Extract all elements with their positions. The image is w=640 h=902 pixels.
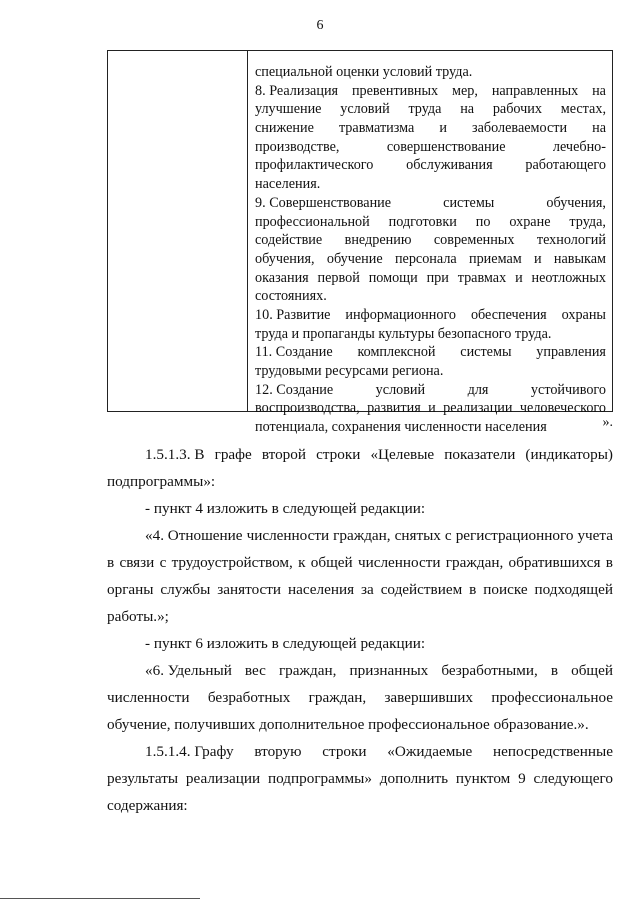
program-table — [107, 50, 613, 436]
word: трудовыми ресурсами региона. — [255, 363, 444, 379]
word: в — [107, 554, 115, 571]
word: на — [460, 101, 475, 118]
word: воспроизводства, — [255, 400, 360, 417]
word: «6. Удельный — [145, 662, 232, 679]
word: вес — [244, 662, 266, 679]
word: персонала — [394, 250, 457, 267]
table-cell-line — [255, 250, 606, 269]
word: устойчивого — [530, 381, 606, 398]
word: профессиональной — [255, 213, 370, 230]
word: населения — [287, 581, 355, 598]
word: 1.5.1.3. В — [145, 446, 205, 463]
word: по — [475, 213, 491, 230]
word: внедрению — [344, 232, 412, 249]
word: технологий — [536, 232, 606, 249]
paragraph-4: - пункт 6 изложить в следующей редакции: — [145, 635, 426, 652]
table-cell-line — [255, 343, 606, 362]
word: численности — [107, 689, 190, 706]
word: направленных — [491, 82, 579, 99]
word: охраны — [561, 306, 606, 323]
page-number: 6 — [316, 18, 324, 33]
table-cell-line — [255, 82, 606, 101]
word: пунктом — [455, 770, 511, 787]
word: труда и пропаганды культуры безопасного труда. — [255, 325, 552, 342]
word: 11. Создание — [255, 344, 333, 361]
word: завершивших — [384, 689, 474, 706]
word: второй — [261, 446, 306, 463]
word: непосредственные — [493, 743, 613, 760]
paragraph-6-line-2 — [107, 770, 613, 788]
table-cell-line — [255, 287, 606, 306]
word: работающего — [525, 157, 606, 174]
word: обучение — [326, 250, 383, 267]
word: 9. Совершенствование — [255, 194, 392, 211]
word: развития — [367, 400, 421, 417]
word: профессиональное — [491, 689, 613, 706]
word: следующего — [533, 770, 613, 787]
table-cell-line — [255, 156, 606, 175]
word: подготовки — [388, 213, 457, 230]
word: за — [361, 581, 374, 598]
word: системы — [460, 344, 512, 361]
word: с — [444, 527, 452, 544]
word: производстве, — [255, 138, 340, 155]
word: 9 — [518, 770, 526, 787]
table-cell-line — [255, 325, 606, 344]
word: вторую — [254, 743, 302, 760]
paragraph-1-line-1 — [107, 446, 613, 464]
word: безработными, — [441, 662, 538, 679]
word: состояниях. — [255, 288, 327, 305]
word: заболеваемости — [472, 120, 568, 137]
word: при — [426, 269, 449, 286]
word: общей — [310, 554, 353, 571]
paragraph-1-line-2: подпрограммы»: — [107, 473, 216, 490]
word: граждан, — [308, 689, 367, 706]
table-cell-line — [255, 213, 606, 232]
word: рабочих — [492, 101, 542, 118]
word: снятых — [394, 527, 441, 544]
word: дополнить — [379, 770, 449, 787]
word: обучения, — [255, 250, 315, 267]
table-cell-line — [255, 381, 606, 400]
word: численности — [357, 554, 441, 571]
word: строки — [322, 743, 367, 760]
word: потенциала, сохранения численности населения — [255, 419, 547, 436]
word: информационного — [345, 306, 457, 323]
word: в — [469, 581, 477, 598]
word: граждан, — [278, 662, 337, 679]
word: общей — [571, 662, 613, 679]
word: на — [592, 82, 606, 99]
paragraph-6-line-1 — [107, 743, 613, 761]
word: численности — [246, 527, 330, 544]
word: для — [467, 381, 489, 398]
word: подпрограммы» — [268, 770, 372, 787]
word: строки — [316, 446, 361, 463]
word: условий — [375, 381, 426, 398]
paragraph-5-line-2 — [107, 689, 613, 707]
word: 1.5.1.4. Графу — [145, 743, 234, 760]
word: на — [592, 120, 606, 137]
word: населения. — [255, 176, 321, 193]
footer-rule — [0, 898, 200, 899]
word: снижение — [255, 120, 314, 137]
paragraph-3-line-2 — [107, 554, 613, 572]
word: помощи — [368, 269, 418, 286]
word: реализации — [185, 770, 261, 787]
word: улучшение — [255, 101, 322, 118]
word: в — [550, 662, 559, 679]
word: граждан, — [445, 554, 504, 571]
paragraph-2: - пункт 4 изложить в следующей редакции: — [145, 500, 426, 517]
table-cell-line — [255, 138, 606, 157]
word: специальной оценки условий труда. — [255, 64, 473, 80]
word: «Целевые — [370, 446, 435, 463]
word: связи — [119, 554, 155, 571]
word: навыкам — [553, 250, 606, 267]
paragraph-5-line-1 — [107, 662, 613, 680]
table-cell-line — [255, 175, 606, 194]
word: условий — [340, 101, 390, 118]
word: содействием — [380, 581, 463, 598]
word: регистрационного — [455, 527, 574, 544]
word: лечебно- — [552, 138, 606, 155]
word: занятости — [217, 581, 282, 598]
table-cell-line — [255, 231, 606, 250]
word: комплексной — [357, 344, 436, 361]
word: профилактического — [255, 157, 374, 174]
word: 8. Реализация — [255, 82, 339, 99]
word: с — [159, 554, 167, 571]
word: содействие — [255, 232, 323, 249]
word: системы — [443, 194, 495, 211]
word: превентивных — [351, 82, 439, 99]
word: результаты — [107, 770, 179, 787]
word: и — [515, 269, 523, 286]
word: труда, — [569, 213, 606, 230]
word: безработных — [207, 689, 291, 706]
word: 12. Создание — [255, 381, 334, 398]
word: графе — [214, 446, 252, 463]
word: «4. Отношение — [145, 527, 243, 544]
word: обучения, — [546, 194, 606, 211]
table-column-divider — [247, 51, 248, 411]
word: службы — [160, 581, 211, 598]
word: и — [439, 120, 447, 137]
word: (индикаторы) — [525, 446, 613, 463]
paragraph-3-line-1 — [107, 527, 613, 545]
word: 10. Развитие — [255, 306, 331, 323]
word: подходящей — [534, 581, 613, 598]
word: приемам — [469, 250, 522, 267]
word: в — [605, 554, 613, 571]
table-cell-line — [255, 119, 606, 138]
word: травмах — [457, 269, 507, 286]
word: трудоустройством, — [171, 554, 293, 571]
word: поиске — [483, 581, 528, 598]
word: охране — [509, 213, 551, 230]
word: первой — [317, 269, 360, 286]
word: показатели — [444, 446, 516, 463]
table-cell-line — [255, 362, 606, 381]
table-cell-line — [255, 63, 606, 82]
table-cell-line — [255, 194, 606, 213]
paragraph-3-line-3 — [107, 581, 613, 599]
word: мер, — [452, 82, 478, 99]
table-cell-line — [255, 100, 606, 119]
word: обеспечения — [470, 306, 547, 323]
paragraph-5-line-3: обучение, получивших дополнительное профессиональное образование.». — [107, 716, 589, 733]
word: реализации — [443, 400, 513, 417]
word: к — [298, 554, 306, 571]
word: и — [534, 250, 542, 267]
word: оказания — [255, 269, 309, 286]
word: и — [428, 400, 436, 417]
word: человеческого — [519, 400, 606, 417]
paragraph-6-line-3: содержания: — [107, 797, 188, 814]
word: обратившихся — [508, 554, 601, 571]
word: управления — [536, 344, 606, 361]
word: органы — [107, 581, 154, 598]
word: неотложных — [531, 269, 606, 286]
word: труда — [408, 101, 442, 118]
word: местах, — [560, 101, 606, 118]
word: граждан, — [333, 527, 391, 544]
word: «Ожидаемые — [387, 743, 473, 760]
word: современных — [433, 232, 515, 249]
word: учета — [577, 527, 613, 544]
table-cell-line — [255, 306, 606, 325]
quote-closing-mark: ». — [602, 415, 613, 430]
table-cell-line — [255, 399, 606, 418]
table-cell-line — [255, 418, 606, 437]
word: совершенствование — [386, 138, 506, 155]
table-cell-line — [255, 269, 606, 288]
word: травматизма — [338, 120, 415, 137]
table-right-cell — [255, 63, 606, 437]
word: признанных — [349, 662, 429, 679]
paragraph-3-line-4: работы.»; — [107, 608, 169, 625]
word: обслуживания — [406, 157, 493, 174]
